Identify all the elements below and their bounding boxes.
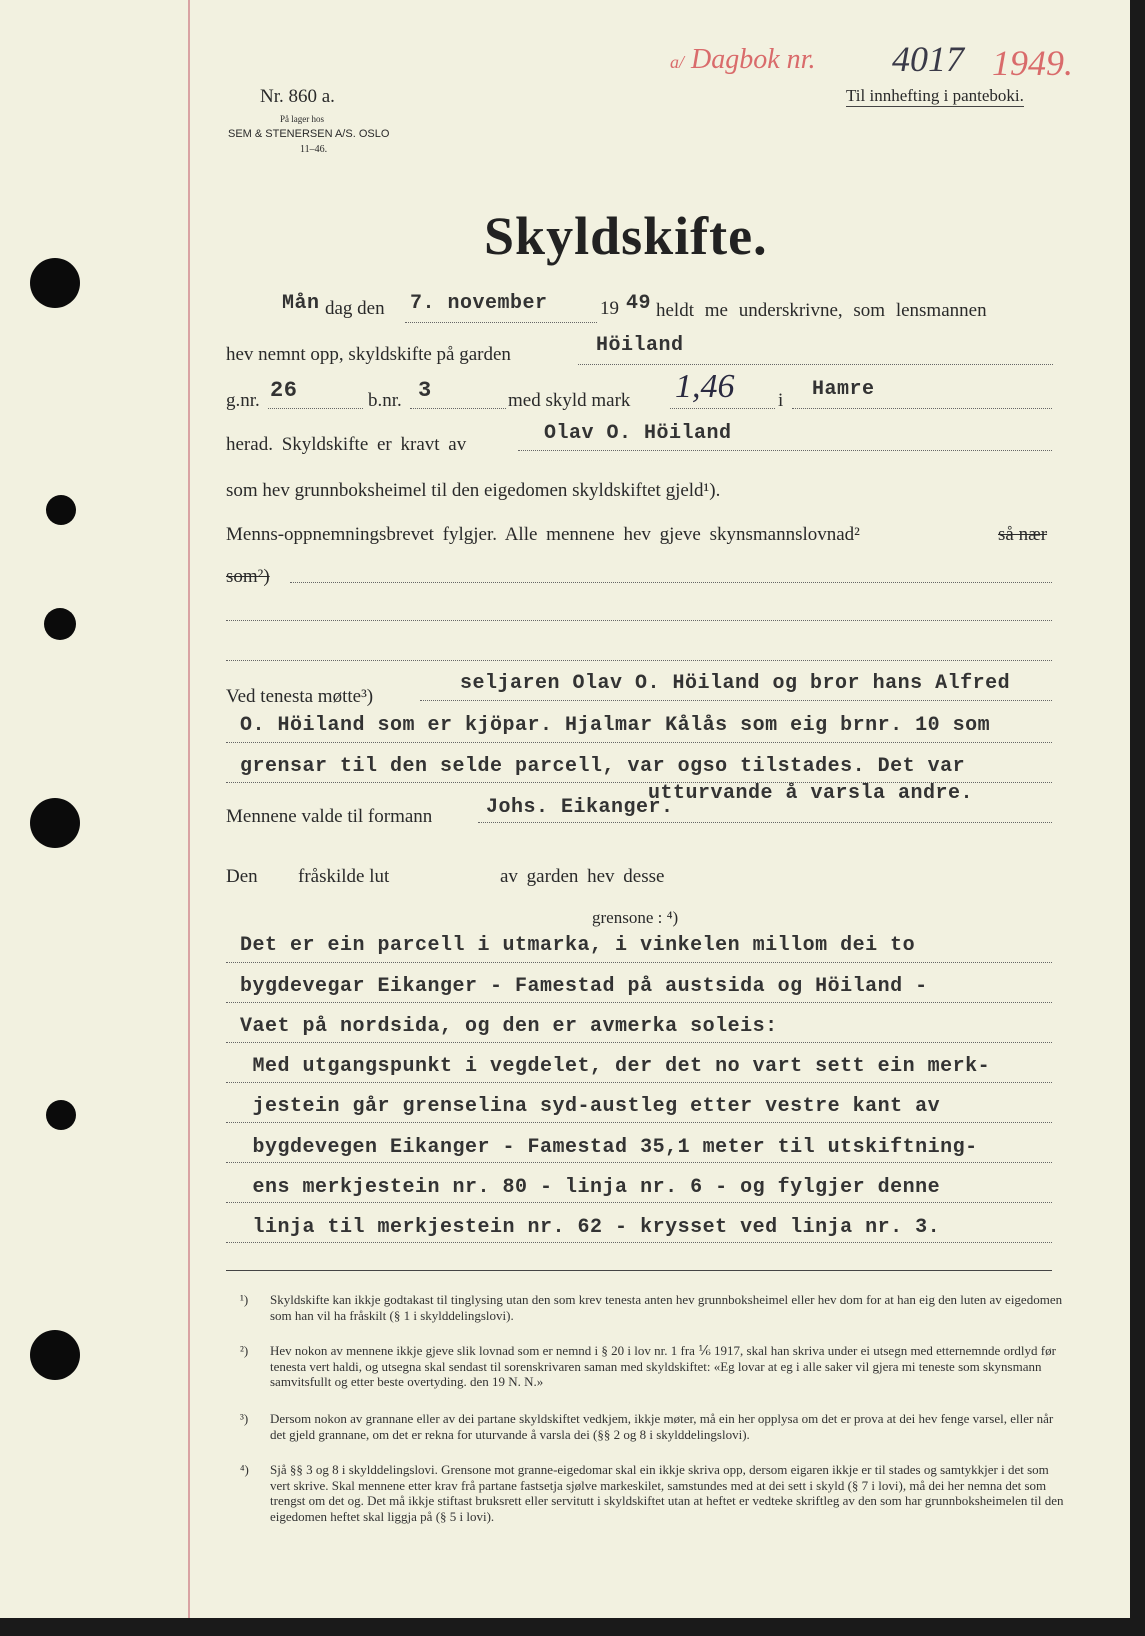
stamp-prefix: a/ xyxy=(670,52,685,72)
line5: som hev grunnboksheimel til den eigedomen skyldskiftet gjeld¹). xyxy=(226,480,721,501)
grensone-label: grensone : ⁴) xyxy=(592,908,679,927)
line2-label: hev nemnt opp, skyldskifte på garden xyxy=(226,344,511,365)
requester-filled: Olav O. Höiland xyxy=(544,422,732,445)
parcel-mid: fråskilde lut xyxy=(298,866,390,887)
page-title: Skyldskifte. xyxy=(484,206,768,266)
present-line-4: utturvande å varsla andre. xyxy=(648,782,974,805)
dagbok-stamp xyxy=(670,44,815,76)
year-prefix: 19 xyxy=(600,298,619,319)
footnote-1-text: Skyldskifte kan ikkje godtakast til tinglysing utan den som krev tenesta anten hev grunnboksheimel eller hev dom for at han eig den luten av eigedomen som han vil ha fråskilt (§ 1 i skylddelingslovi). xyxy=(270,1292,1063,1323)
footnote-4-text: Sjå §§ 3 og 8 i skylddelingslovi. Grensone mot granne-eigedomar skal ein ikkje skriva opp, dersom eigaren ikkje er til stades og samtykkjer i det som vert skrive. Skal mennene etter krav frå partane fastsetja sjølve markeskilet, samstundes med at dei sett i skyld (§ 7 i lovi), må dei her nemna det som trengst om det og. Det må ikkje stiftast bruksrett eller servitutt i skyldskiftet utan at heftet er vedteke skriftleg av den som har grunnboksheimelen til den eigedomen heftet skal liggja på (§ 5 i lovi). xyxy=(270,1462,1064,1524)
line1-tail: heldt me underskrivne, som lensmannen xyxy=(656,300,987,321)
parcel-de: Den xyxy=(226,866,258,887)
boundary-line-1: Det er ein parcell i utmarka, i vinkelen millom dei to xyxy=(240,934,916,957)
stamp-number: 4017 xyxy=(892,39,964,79)
present-label: Ved tenesta møtte³) xyxy=(226,686,374,707)
dag-den-label: dag den xyxy=(325,298,385,319)
gnr-label: g.nr. xyxy=(226,390,260,411)
margin-line xyxy=(188,0,190,1636)
boundary-line-8: linja til merkjestein nr. 62 - krysset ved linja nr. 3. xyxy=(240,1216,941,1239)
line4-label: herad. Skyldskifte er kravt av xyxy=(226,434,467,455)
skyld-filled: 1,46 xyxy=(675,368,735,405)
herad-filled: Hamre xyxy=(812,378,875,401)
line6-struck: så nær xyxy=(998,524,1048,545)
chairman-filled: Johs. Eikanger. xyxy=(486,796,674,819)
boundary-line-7: ens merkjestein nr. 80 - linja nr. 6 - og fylgjer denne xyxy=(240,1176,941,1199)
boundary-line-2: bygdevegar Eikanger - Famestad på austsida og Höiland - xyxy=(240,975,928,998)
present-line-1: seljaren Olav O. Höiland og bror hans Alfred xyxy=(460,672,1011,695)
footnote-4-num: ⁴) xyxy=(240,1462,249,1477)
boundary-line-5: jestein går grenselina syd-austleg etter vestre kant av xyxy=(240,1095,941,1118)
form-number: Nr. 860 a. xyxy=(260,86,335,107)
stamp-text: Dagbok nr. xyxy=(691,44,816,75)
boundary-line-3: Vaet på nordsida, og den er avmerka soleis: xyxy=(240,1015,778,1038)
footnote-2-num: ²) xyxy=(240,1343,249,1358)
boundary-line-6: bygdevegen Eikanger - Famestad 35,1 meter til utskiftning- xyxy=(240,1136,978,1159)
date-filled: 7. november xyxy=(410,292,548,315)
bnr-label: b.nr. xyxy=(368,390,402,411)
footnote-3-text: Dersom nokon av grannane eller av dei partane skyldskiftet vedkjem, ikkje møter, må ein her opplysa om det er prova at dei hev fenge varsel, eller når det gjeld grannane, om det er rekna for uturvande å varsla dei (§§ 2 og 8 i skylddelingslovi). xyxy=(270,1411,1054,1442)
binder-hole-6 xyxy=(30,1330,80,1380)
binder-hole-1 xyxy=(30,258,80,308)
footnote-2-text: Hev nokon av mennene ikkje gjeve slik lovnad som er nemnd i § 20 i lov nr. 1 fra ⅙ 1917, skal han skriva under ei utsegn med etternemnde ordlyd før tenesta vert haldi, og utsegna skal sendast til sorenskrivaren saman med skyldskiftet: «Eg lovar at eg i alle saker vil gjera mi teneste som skynsmann samvitsfullt og etter beste overtyding. den 19 N. N.» xyxy=(270,1343,1056,1389)
binder-hole-5 xyxy=(46,1100,76,1130)
bnr-filled: 3 xyxy=(418,378,432,403)
publisher-line-1: På lager hos xyxy=(280,114,324,124)
i-label: i xyxy=(778,390,784,411)
chairman-label: Mennene valde til formann xyxy=(226,806,433,827)
footnote-3-num: ³) xyxy=(240,1411,249,1426)
line6: Menns-oppnemningsbrevet fylgjer. Alle mennene hev gjeve skynsmannslovnad² xyxy=(226,524,860,545)
boundary-line-4: Med utgangspunkt i vegdelet, der det no vart sett ein merk- xyxy=(240,1055,991,1078)
present-line-3: grensar til den selde parcell, var ogso tilstades. Det var xyxy=(240,755,966,778)
present-line-2: O. Höiland som er kjöpar. Hjalmar Kålås som eig brnr. 10 som xyxy=(240,714,991,737)
line7-struck: som²) xyxy=(226,566,270,587)
weekday-filled: Mån xyxy=(282,292,320,315)
scan-right-edge xyxy=(1130,0,1145,1636)
binder-hole-4 xyxy=(30,798,80,848)
footnote-divider xyxy=(226,1270,1052,1271)
binder-hole-2 xyxy=(46,495,76,525)
stamp-year: 1949. xyxy=(992,43,1073,83)
skyld-label: med skyld mark xyxy=(508,390,631,411)
publisher-line-2: SEM & STENERSEN A/S. OSLO xyxy=(228,128,390,140)
right-note: Til innhefting i panteboki. xyxy=(846,86,1024,105)
year-filled: 49 xyxy=(626,292,652,315)
farm-filled: Höiland xyxy=(596,334,684,357)
gnr-filled: 26 xyxy=(270,378,298,403)
binder-hole-3 xyxy=(44,608,76,640)
footnote-1-num: ¹) xyxy=(240,1292,249,1307)
publisher-line-3: 11–46. xyxy=(300,144,328,155)
parcel-tail: av garden hev desse xyxy=(500,866,665,887)
scan-bottom-edge xyxy=(0,1618,1145,1636)
